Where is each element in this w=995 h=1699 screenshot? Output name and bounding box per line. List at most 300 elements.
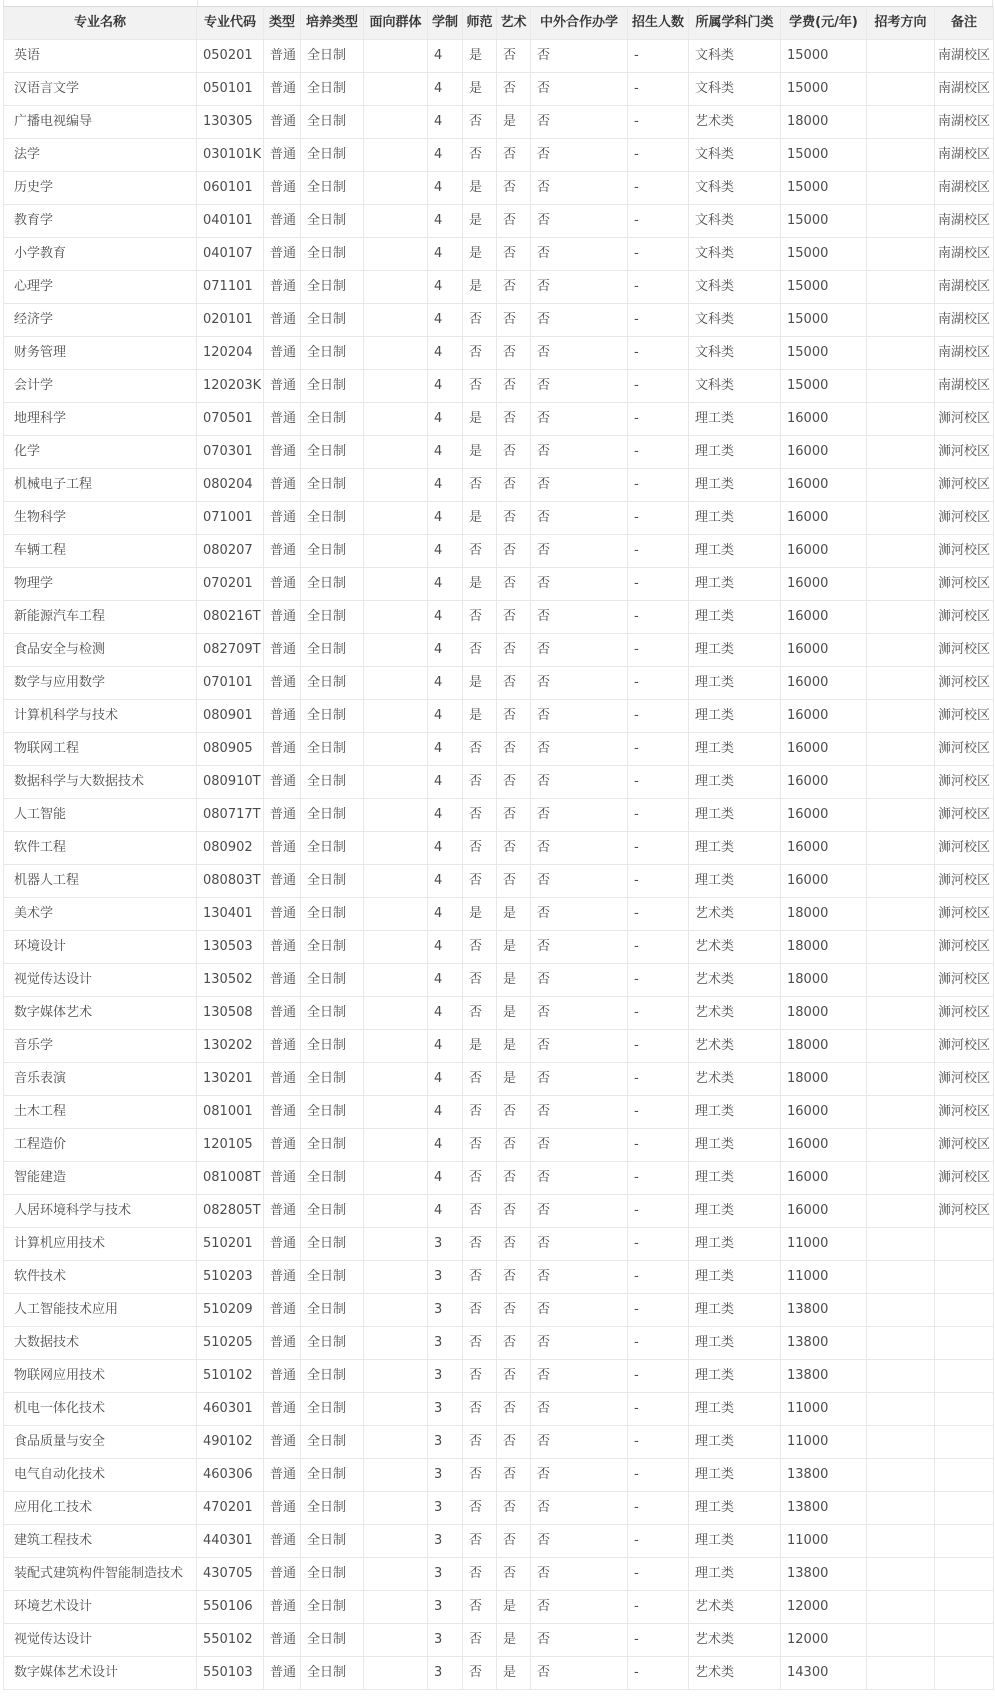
cell-training_type: 全日制 [301,271,364,304]
cell-exam_direction [867,931,935,964]
cell-type: 普通 [264,205,301,238]
cell-remark [935,1558,994,1591]
cell-normal: 否 [463,1657,497,1690]
cell-exam_direction [867,139,935,172]
cell-training_type: 全日制 [301,1393,364,1426]
cell-sino_foreign: 否 [531,601,628,634]
cell-major_code: 510201 [197,1228,264,1261]
cell-enrollment: - [628,172,689,205]
cell-major_name: 地理科学 [4,403,197,436]
cell-tuition: 15000 [781,271,867,304]
cell-major_code: 081008T [197,1162,264,1195]
cell-type: 普通 [264,1657,301,1690]
cell-normal: 否 [463,799,497,832]
cell-remark: 南湖校区 [935,40,994,73]
table-row [4,1096,994,1129]
cell-training_type: 全日制 [301,73,364,106]
cell-art: 否 [497,634,531,667]
cell-type: 普通 [264,172,301,205]
cell-tuition: 16000 [781,700,867,733]
cell-major_name: 食品质量与安全 [4,1426,197,1459]
cell-enrollment: - [628,568,689,601]
cell-remark [935,1591,994,1624]
cell-target_group [364,931,428,964]
cell-discipline: 理工类 [689,502,781,535]
cell-major_code: 040101 [197,205,264,238]
cell-enrollment: - [628,634,689,667]
cell-exam_direction [867,832,935,865]
cell-duration: 4 [428,337,463,370]
cell-training_type: 全日制 [301,799,364,832]
cell-enrollment: - [628,1195,689,1228]
cell-discipline: 文科类 [689,205,781,238]
cell-sino_foreign: 否 [531,1063,628,1096]
cell-normal: 否 [463,337,497,370]
cell-duration: 4 [428,700,463,733]
cell-target_group [364,1492,428,1525]
cell-type: 普通 [264,601,301,634]
cell-training_type: 全日制 [301,1459,364,1492]
cell-enrollment: - [628,997,689,1030]
cell-tuition: 18000 [781,898,867,931]
cell-target_group [364,238,428,271]
cell-type: 普通 [264,403,301,436]
cell-duration: 4 [428,205,463,238]
cell-discipline: 艺术类 [689,898,781,931]
cell-sino_foreign: 否 [531,205,628,238]
cell-remark: 浉河校区 [935,898,994,931]
cell-remark: 南湖校区 [935,172,994,205]
cell-target_group [364,568,428,601]
table-row [4,700,994,733]
table-row [4,766,994,799]
cell-normal: 否 [463,1492,497,1525]
cell-major_name: 广播电视编导 [4,106,197,139]
cell-sino_foreign: 否 [531,172,628,205]
cell-sino_foreign: 否 [531,634,628,667]
cell-remark [935,1657,994,1690]
cell-tuition: 14300 [781,1657,867,1690]
cell-training_type: 全日制 [301,700,364,733]
cell-major_code: 040107 [197,238,264,271]
cell-major_name: 汉语言文学 [4,73,197,106]
cell-major_code: 080901 [197,700,264,733]
cell-major_code: 080905 [197,733,264,766]
cell-target_group [364,997,428,1030]
cell-discipline: 理工类 [689,1558,781,1591]
cell-exam_direction [867,205,935,238]
table-row [4,832,994,865]
cell-enrollment: - [628,898,689,931]
cell-enrollment: - [628,205,689,238]
cell-enrollment: - [628,106,689,139]
table-row [4,997,994,1030]
cell-duration: 3 [428,1558,463,1591]
cell-training_type: 全日制 [301,1327,364,1360]
cell-normal: 否 [463,1624,497,1657]
cell-duration: 4 [428,436,463,469]
column-header-type: 类型 [264,7,301,40]
cell-exam_direction [867,40,935,73]
cell-art: 否 [497,1162,531,1195]
cell-major_code: 130202 [197,1030,264,1063]
cell-discipline: 理工类 [689,469,781,502]
cell-duration: 3 [428,1228,463,1261]
table-row [4,370,994,403]
cell-art: 是 [497,1624,531,1657]
cell-sino_foreign: 否 [531,1294,628,1327]
cell-normal: 否 [463,601,497,634]
cell-duration: 3 [428,1492,463,1525]
cell-duration: 4 [428,634,463,667]
cell-discipline: 理工类 [689,832,781,865]
cell-major_name: 数字媒体艺术设计 [4,1657,197,1690]
table-row [4,1591,994,1624]
cell-art: 否 [497,832,531,865]
cell-major_code: 130305 [197,106,264,139]
cell-major_code: 470201 [197,1492,264,1525]
cell-major_code: 081001 [197,1096,264,1129]
cell-duration: 4 [428,1063,463,1096]
table-row [4,1525,994,1558]
cell-sino_foreign: 否 [531,1129,628,1162]
cell-sino_foreign: 否 [531,73,628,106]
cell-remark: 浉河校区 [935,700,994,733]
cell-duration: 3 [428,1657,463,1690]
cell-major_name: 音乐学 [4,1030,197,1063]
cell-training_type: 全日制 [301,535,364,568]
cell-tuition: 18000 [781,1063,867,1096]
cell-tuition: 16000 [781,766,867,799]
cell-art: 否 [497,1393,531,1426]
cell-enrollment: - [628,1393,689,1426]
cell-major_name: 法学 [4,139,197,172]
cell-target_group [364,370,428,403]
cell-training_type: 全日制 [301,1657,364,1690]
cell-target_group [364,1030,428,1063]
cell-type: 普通 [264,139,301,172]
cell-art: 否 [497,1327,531,1360]
cell-type: 普通 [264,1525,301,1558]
cell-sino_foreign: 否 [531,1426,628,1459]
cell-type: 普通 [264,436,301,469]
cell-art: 是 [497,1591,531,1624]
cell-discipline: 文科类 [689,370,781,403]
cell-discipline: 文科类 [689,139,781,172]
cell-sino_foreign: 否 [531,1657,628,1690]
cell-enrollment: - [628,337,689,370]
cell-target_group [364,1624,428,1657]
table-row [4,799,994,832]
cell-tuition: 16000 [781,865,867,898]
cell-major_name: 机械电子工程 [4,469,197,502]
cell-major_code: 430705 [197,1558,264,1591]
table-row [4,1459,994,1492]
cell-exam_direction [867,568,935,601]
cell-major_name: 软件技术 [4,1261,197,1294]
cell-enrollment: - [628,799,689,832]
cell-exam_direction [867,733,935,766]
cell-duration: 4 [428,766,463,799]
cell-tuition: 16000 [781,601,867,634]
cell-duration: 4 [428,370,463,403]
cell-sino_foreign: 否 [531,1393,628,1426]
cell-art: 否 [497,1294,531,1327]
table-row [4,139,994,172]
cell-target_group [364,271,428,304]
cell-tuition: 16000 [781,799,867,832]
column-header-art: 艺术 [497,7,531,40]
cell-major_code: 130502 [197,964,264,997]
cell-tuition: 15000 [781,337,867,370]
cell-remark: 浉河校区 [935,832,994,865]
column-header-training_type: 培养类型 [301,7,364,40]
cell-target_group [364,1327,428,1360]
cell-art: 否 [497,1426,531,1459]
cell-normal: 否 [463,304,497,337]
cell-art: 否 [497,667,531,700]
cell-type: 普通 [264,1558,301,1591]
cell-normal: 否 [463,1261,497,1294]
cell-remark: 南湖校区 [935,73,994,106]
cell-target_group [364,73,428,106]
cell-normal: 否 [463,1327,497,1360]
cell-type: 普通 [264,931,301,964]
cell-major_name: 会计学 [4,370,197,403]
cell-duration: 4 [428,403,463,436]
cell-sino_foreign: 否 [531,568,628,601]
cell-normal: 是 [463,667,497,700]
cell-tuition: 13800 [781,1459,867,1492]
table-row [4,931,994,964]
cell-major_name: 计算机科学与技术 [4,700,197,733]
cell-training_type: 全日制 [301,1030,364,1063]
cell-duration: 4 [428,1195,463,1228]
cell-training_type: 全日制 [301,172,364,205]
cell-art: 否 [497,271,531,304]
cell-training_type: 全日制 [301,1228,364,1261]
cell-training_type: 全日制 [301,337,364,370]
cell-normal: 否 [463,139,497,172]
cell-major_name: 物理学 [4,568,197,601]
cell-training_type: 全日制 [301,634,364,667]
cell-discipline: 艺术类 [689,1030,781,1063]
cell-tuition: 16000 [781,1195,867,1228]
cell-target_group [364,1426,428,1459]
table-row [4,73,994,106]
cell-normal: 是 [463,436,497,469]
cell-type: 普通 [264,1294,301,1327]
cell-remark [935,1624,994,1657]
cell-major_name: 土木工程 [4,1096,197,1129]
cell-discipline: 理工类 [689,1492,781,1525]
cell-enrollment: - [628,1360,689,1393]
cell-duration: 4 [428,964,463,997]
cell-type: 普通 [264,1624,301,1657]
cell-sino_foreign: 否 [531,733,628,766]
cell-training_type: 全日制 [301,238,364,271]
cell-sino_foreign: 否 [531,964,628,997]
cell-target_group [364,601,428,634]
cell-exam_direction [867,535,935,568]
cell-art: 否 [497,1195,531,1228]
cell-type: 普通 [264,73,301,106]
cell-major_code: 490102 [197,1426,264,1459]
cell-major_code: 130503 [197,931,264,964]
cell-sino_foreign: 否 [531,238,628,271]
cell-duration: 4 [428,568,463,601]
cell-normal: 否 [463,370,497,403]
cell-duration: 3 [428,1624,463,1657]
cell-normal: 是 [463,205,497,238]
cell-exam_direction [867,634,935,667]
cell-type: 普通 [264,964,301,997]
cell-discipline: 艺术类 [689,964,781,997]
cell-remark: 浉河校区 [935,1162,994,1195]
cell-sino_foreign: 否 [531,865,628,898]
cell-art: 否 [497,1096,531,1129]
cell-remark [935,1426,994,1459]
cell-discipline: 文科类 [689,40,781,73]
cell-major_name: 化学 [4,436,197,469]
cell-exam_direction [867,1591,935,1624]
cell-tuition: 16000 [781,469,867,502]
cell-sino_foreign: 否 [531,469,628,502]
cell-major_name: 经济学 [4,304,197,337]
cell-normal: 否 [463,535,497,568]
table-row [4,634,994,667]
table-row [4,865,994,898]
cell-exam_direction [867,1195,935,1228]
cell-discipline: 理工类 [689,1426,781,1459]
cell-target_group [364,733,428,766]
cell-duration: 4 [428,1162,463,1195]
cell-exam_direction [867,1327,935,1360]
cell-major_code: 071101 [197,271,264,304]
cell-target_group [364,1195,428,1228]
cell-exam_direction [867,865,935,898]
cell-enrollment: - [628,40,689,73]
cell-major_name: 英语 [4,40,197,73]
cell-type: 普通 [264,1393,301,1426]
cell-duration: 4 [428,997,463,1030]
cell-major_name: 人居环境科学与技术 [4,1195,197,1228]
cell-normal: 否 [463,1525,497,1558]
cell-remark [935,1459,994,1492]
cell-major_code: 550103 [197,1657,264,1690]
cell-training_type: 全日制 [301,1294,364,1327]
cell-target_group [364,766,428,799]
table-row [4,1558,994,1591]
cell-exam_direction [867,469,935,502]
cell-major_name: 视觉传达设计 [4,1624,197,1657]
cell-major_name: 计算机应用技术 [4,1228,197,1261]
cell-normal: 否 [463,865,497,898]
cell-type: 普通 [264,238,301,271]
cell-exam_direction [867,766,935,799]
cell-remark: 南湖校区 [935,271,994,304]
cell-art: 否 [497,1228,531,1261]
cell-normal: 是 [463,403,497,436]
cell-sino_foreign: 否 [531,271,628,304]
cell-major_name: 软件工程 [4,832,197,865]
cell-exam_direction [867,1459,935,1492]
cell-tuition: 11000 [781,1426,867,1459]
cell-normal: 否 [463,832,497,865]
cell-sino_foreign: 否 [531,1030,628,1063]
cell-major_name: 建筑工程技术 [4,1525,197,1558]
cell-duration: 4 [428,667,463,700]
cell-tuition: 15000 [781,172,867,205]
cell-normal: 否 [463,1591,497,1624]
column-header-major_code: 专业代码 [197,7,264,40]
table-row [4,1657,994,1690]
cell-discipline: 理工类 [689,403,781,436]
cell-sino_foreign: 否 [531,1195,628,1228]
cell-major_code: 082805T [197,1195,264,1228]
table-row [4,535,994,568]
cell-sino_foreign: 否 [531,1591,628,1624]
cell-remark: 浉河校区 [935,436,994,469]
cell-art: 否 [497,337,531,370]
cell-sino_foreign: 否 [531,1459,628,1492]
cell-enrollment: - [628,601,689,634]
cell-normal: 否 [463,766,497,799]
cell-target_group [364,1591,428,1624]
cell-type: 普通 [264,1459,301,1492]
cell-exam_direction [867,1525,935,1558]
cell-remark: 浉河校区 [935,469,994,502]
cell-duration: 4 [428,898,463,931]
cell-normal: 否 [463,964,497,997]
cell-remark: 浉河校区 [935,634,994,667]
cell-exam_direction [867,601,935,634]
cell-art: 否 [497,1360,531,1393]
cell-discipline: 理工类 [689,1129,781,1162]
cell-normal: 是 [463,40,497,73]
cell-target_group [364,337,428,370]
cell-type: 普通 [264,667,301,700]
cell-target_group [364,667,428,700]
cell-discipline: 理工类 [689,1195,781,1228]
cell-type: 普通 [264,304,301,337]
cell-tuition: 15000 [781,40,867,73]
cell-target_group [364,832,428,865]
cell-enrollment: - [628,766,689,799]
table-row [4,1426,994,1459]
table-row [4,469,994,502]
cell-art: 是 [497,1030,531,1063]
cell-exam_direction [867,1657,935,1690]
table-row [4,1624,994,1657]
table-row [4,172,994,205]
cell-type: 普通 [264,535,301,568]
cell-training_type: 全日制 [301,139,364,172]
cell-training_type: 全日制 [301,997,364,1030]
cell-major_name: 教育学 [4,205,197,238]
cell-tuition: 15000 [781,238,867,271]
cell-major_name: 美术学 [4,898,197,931]
cell-art: 否 [497,700,531,733]
cell-remark: 浉河校区 [935,733,994,766]
cell-duration: 3 [428,1459,463,1492]
cell-major_code: 080717T [197,799,264,832]
cell-art: 否 [497,1492,531,1525]
cell-normal: 否 [463,733,497,766]
cell-enrollment: - [628,436,689,469]
cell-exam_direction [867,337,935,370]
cell-art: 否 [497,370,531,403]
